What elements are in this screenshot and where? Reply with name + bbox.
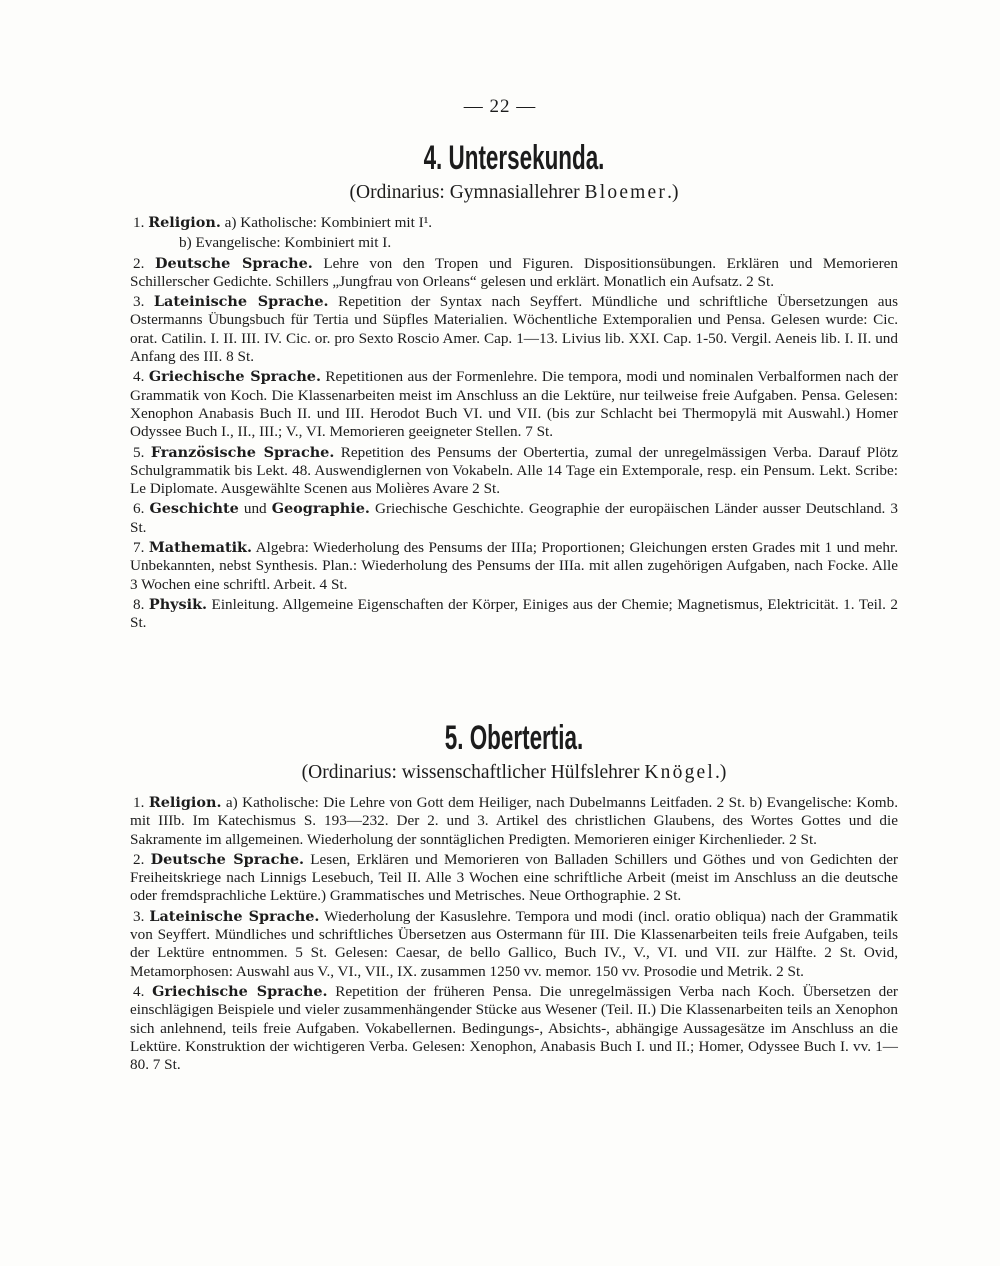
list-item: 7. Mathematik. Algebra: Wiederholung des Pensums der IIIa; Proportionen; Gleichungen ersten Grades mit 1 und mehr. Unbekannten, nebst Synthesis. Plan.: Wiederholung des Pensums der IIIa. mit allen zugehörigen Aufgaben, nach Focke. Alle 3 Wochen eine schriftl. Arbeit. 4 St. [130,539,898,593]
subject-label: Griechische Sprache. [148,368,321,386]
subject-label: Geographie. [271,500,370,518]
ordinarius-line: (Ordinarius: wissenschaftlicher Hülfslehrer Knögel.) [301,762,727,783]
subject-label: Lateinische Sprache. [149,907,320,925]
subject-label: Lateinische Sprache. [153,293,329,311]
list-item: 2. Deutsche Sprache. Lesen, Erklären und Memorieren von Balladen Schillers und Göthes und von Gedichten der Freiheitskriege nach Linnigs Lesebuch, Teil II. Alle 3 Wochen eine schriftliche Arbeit (meist im Anschluss an die deutsche oder fremdsprachliche Lektüre.) Grammatisches und Metrisches. Neue Orthographie. 2 St. [130,850,898,905]
list-item: 1. Religion. a) Katholische: Kombiniert mit I¹. [133,214,433,231]
ordinarius-line: (Ordinarius: Gymnasiallehrer Bloemer.) [349,182,679,203]
list-item: 8. Physik. Einleitung. Allgemeine Eigenschaften der Körper, Einiges aus der Chemie; Magnetismus, Elektricität. 1. Teil. 2 St. [130,595,898,632]
section-title: 5. Obertertia. [444,719,584,757]
list-item: 4. Griechische Sprache. Repetition der früheren Pensa. Die unregelmässigen Verba nach Koch. Übersetzen der einschlägigen Beispiele und vieler zusammenhängender Stücke aus Wesener (Teil. II.) Die Klassenarbeiten teils an Xenophon sich anlehnend, teils freie Aufgaben. Vokabellernen. Bedingungs-, Absichts-, abhängige Aussagesätze im Anschluss an die Lektüre. Konstruktion der wichtigeren Verba. Gelesen: Xenophon, Anabasis Buch I. und II.; Homer, Odyssee Buch I. vv. 1—80. 7 St. [130,982,898,1074]
subject-label: Religion. [148,794,222,811]
subject-label: Deutsche Sprache. [150,850,305,868]
section-title: 4. Untersekunda. [423,139,605,177]
list-item: 3. Lateinische Sprache. Wiederholung der Kasuslehre. Tempora und modi (incl. oratio obliqua) nach der Grammatik von Seyffert. Mündliches und schriftliches Übersetzen aus Ostermann für III. Die Klassenarbeiten teils freie Aufgaben, teils der Lektüre entnommen. 5 St. Gelesen: Caesar, de bello Gallico, Buch IV., V., VI. und VII. zur Hälfte. 2 St. Ovid, Metamorphosen: Auswahl aus V., VI., VII., IX. zusammen 1250 vv. memor. 150 vv. Prosodie und Metrik. 2 St. [130,907,899,980]
list-item: 6. Geschichte und Geographie. Griechische Geschichte. Geographie der europäischen Länder ausser Deutschland. 3 St. [130,500,899,536]
list-item: 1. Religion. a) Katholische: Die Lehre von Gott dem Heiliger, nach Dubelmanns Leitfaden. 2 St. b) Evangelische: Komb. mit IIIb. Im Katechismus S. 193—232. Der 2. und 3. Artikel des christlichen Glaubens, des Wortes Gottes und die Sakramente im allgemeinen. Wiederholung der sonntäglichen Predigten. Memorieren einiger Kirchenlieder. 2 St. [130,794,898,848]
section-obertertia [130,718,898,1076]
subject-label: Französische Sprache. [150,443,335,461]
subject-label: Physik. [148,595,208,613]
list-item: 5. Französische Sprache. Repetition des Pensums der Obertertia, zumal der unregelmässigen Verba. Darauf Plötz Schulgrammatik bis Lekt. 48. Auswendiglernen von Vokabeln. Alle 14 Tage ein Extemporale, resp. ein Pensum. Lekt. Scribe: Le Diplomate. Ausgewählte Scenen aus Molières Avare 2 St. [130,443,899,498]
subject-label: Griechische Sprache. [152,982,328,1000]
list-item: 3. Lateinische Sprache. Repetition der Syntax nach Seyffert. Mündliche und schriftliche Übersetzungen aus Ostermanns Übungsbuch für Tertia und Süpfles Materialien. Wöchentliche Extemporalien und Pensa. Gelesen wurde: Cic. orat. Catilin. I. II. III. IV. Cic. or. pro Sexto Roscio Amer. Cap. 1—13. Livius lib. XXI. Cap. 1-50. Vergil. Aeneis lib. I. II. und Anfang des III. 8 St. [130,293,899,366]
list-item: 2. Deutsche Sprache. Lehre von den Tropen und Figuren. Dispositionsübungen. Erklären und Memorieren Schillerscher Gedichte. Schillers „Jungfrau von Orleans“ gelesen und erklärt. Monatlich ein Aufsatz. 2 St. [130,254,898,290]
subject-label: Geschichte [149,500,239,518]
ordinarius-name: Bloemer [584,182,668,203]
page-number: — 22 — [463,96,537,117]
subject-label: Deutsche Sprache. [155,254,313,272]
list-item: 4. Griechische Sprache. Repetitionen aus der Formenlehre. Die tempora, modi und nominalen Verbalformen nach der Grammatik von Koch. Die Klassenarbeiten meist im Anschluss an die Lektüre, nur teilweise freie Aufgaben. Pensa. Gelesen: Xenophon Anabasis Buch II. und III. Herodot Buch VI. und VII. (bis zur Schlacht bei Thermopylä mit Auswahl.) Homer Odyssee Buch I., II., III.; V., VI. Memorieren geeigneter Stellen. 7 St. [130,368,899,441]
list-item-sub: b) Evangelische: Kombiniert mit I. [179,234,392,252]
subject-label: Religion. [148,214,221,231]
subject-label: Mathematik. [148,539,253,557]
ordinarius-name: Knögel [644,762,715,783]
section-untersekunda [130,138,898,635]
